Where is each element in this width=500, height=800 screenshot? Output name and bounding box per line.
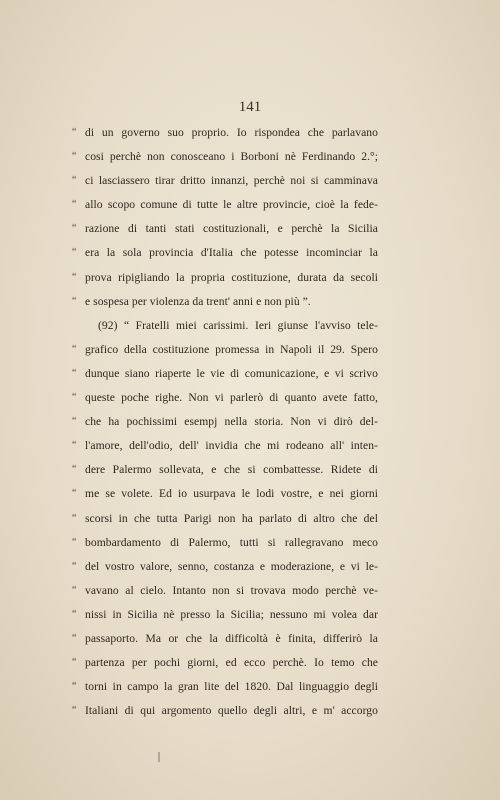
quote-mark: “: [72, 223, 77, 235]
text-line: [72, 482, 378, 506]
text-line: [72, 675, 378, 699]
line-text: Italiani di qui argomento quello degli altri, e m' accorgo: [85, 704, 378, 718]
text-line: [72, 290, 378, 314]
body-text: [72, 121, 378, 723]
quote-mark: “: [72, 367, 77, 379]
line-text: partenza per pochi giorni, ed ecco perchè. Io temo che: [85, 656, 378, 670]
text-line: [72, 362, 378, 386]
text-line: [72, 386, 378, 410]
line-text: del vostro valore, senno, costanza e moderazione, e vi le-: [85, 559, 378, 573]
text-line: [72, 531, 378, 555]
quote-mark: “: [72, 392, 77, 404]
quote-mark: “: [72, 560, 77, 572]
quote-mark: “: [72, 247, 77, 259]
text-line: [72, 434, 378, 458]
text-line: [72, 121, 378, 145]
quote-mark: “: [72, 199, 77, 211]
quote-mark: “: [72, 705, 77, 717]
text-line: [72, 241, 378, 265]
quote-mark: “: [72, 464, 77, 476]
text-line: [72, 169, 378, 193]
text-line: [72, 555, 378, 579]
text-line: [72, 410, 378, 434]
text-line: [72, 458, 378, 482]
text-line: [72, 193, 378, 217]
text-line: [72, 217, 378, 241]
line-text: allo scopo comune di tutte le altre provincie, cioè la fede-: [85, 198, 378, 212]
quote-mark: “: [72, 151, 77, 163]
line-text: bombardamento di Palermo, tutti si rallegravano meco: [85, 535, 378, 549]
line-text: razione di tanti stati costituzionali, e perchè la Sicilia: [85, 222, 378, 236]
line-text: era la sola provincia d'Italia che potesse incominciar la: [85, 246, 378, 260]
quote-mark: “: [72, 536, 77, 548]
line-text: dere Palermo sollevata, e che si combattesse. Ridete di: [85, 463, 378, 477]
text-line: [72, 627, 378, 651]
line-text: (92) “ Fratelli miei carissimi. Ieri giunse l'avviso tele-: [98, 318, 378, 332]
text-line: [72, 651, 378, 675]
line-text: scorsi in che tutta Parigi non ha parlato di altro che del: [85, 511, 378, 525]
line-text: passaporto. Ma or che la difficoltà è finita, differirò la: [85, 631, 378, 645]
line-text: di un governo suo proprio. Io rispondea che parlavano: [85, 126, 378, 139]
quote-mark: “: [72, 488, 77, 500]
quote-mark: “: [72, 657, 77, 669]
line-text: ci lasciassero tirar dritto innanzi, perchè noi si camminava: [85, 174, 378, 188]
line-text: me se volete. Ed io usurpava le lodi vostre, e nei giorni: [85, 487, 378, 501]
quote-mark: “: [72, 295, 77, 307]
page-number: 141: [238, 99, 262, 115]
line-text: prova ripigliando la propria costituzione, durata da secoli: [85, 270, 378, 284]
quote-mark: “: [72, 127, 77, 138]
text-line: [72, 266, 378, 290]
line-text: che ha pochissimi esempj nella storia. Non vi dirò del-: [85, 415, 378, 429]
quote-mark: “: [72, 175, 77, 187]
line-text: cosi perchè non conosceano i Borboni nè Ferdinando 2.°;: [85, 150, 378, 164]
page-blemish: [158, 752, 160, 762]
quote-mark: “: [72, 343, 77, 355]
line-text: e sospesa per violenza da trent' anni e non più ”.: [85, 294, 311, 308]
line-text: queste poche righe. Non vi parlerò di quanto avete fatto,: [85, 391, 378, 405]
quote-mark: “: [72, 608, 77, 620]
quote-mark: “: [72, 512, 77, 524]
line-text: torni in campo la gran lite del 1820. Dal linguaggio degli: [85, 680, 378, 694]
quote-mark: “: [72, 632, 77, 644]
text-line: [72, 145, 378, 169]
line-text: l'amore, dell'odio, dell' invidia che mi rodeano all' inten-: [85, 439, 378, 453]
line-text: nissi in Sicilia nè presso la Sicilia; nessuno mi volea dar: [85, 607, 378, 621]
quote-mark: “: [72, 271, 77, 283]
line-text: dunque siano riaperte le vie di comunicazione, e vi scrivo: [85, 366, 378, 380]
line-text: vavano al cielo. Intanto non si trovava modo perchè ve-: [85, 583, 378, 597]
text-line: [72, 507, 378, 531]
quote-mark: “: [72, 440, 77, 452]
text-line: [72, 314, 378, 338]
text-line: [72, 579, 378, 603]
text-line: [72, 603, 378, 627]
quote-mark: “: [72, 584, 77, 596]
text-line: [72, 338, 378, 362]
line-text: grafico della costituzione promessa in Napoli il 29. Spero: [85, 342, 378, 356]
text-line: [72, 699, 378, 723]
quote-mark: “: [72, 416, 77, 428]
quote-mark: “: [72, 681, 77, 693]
